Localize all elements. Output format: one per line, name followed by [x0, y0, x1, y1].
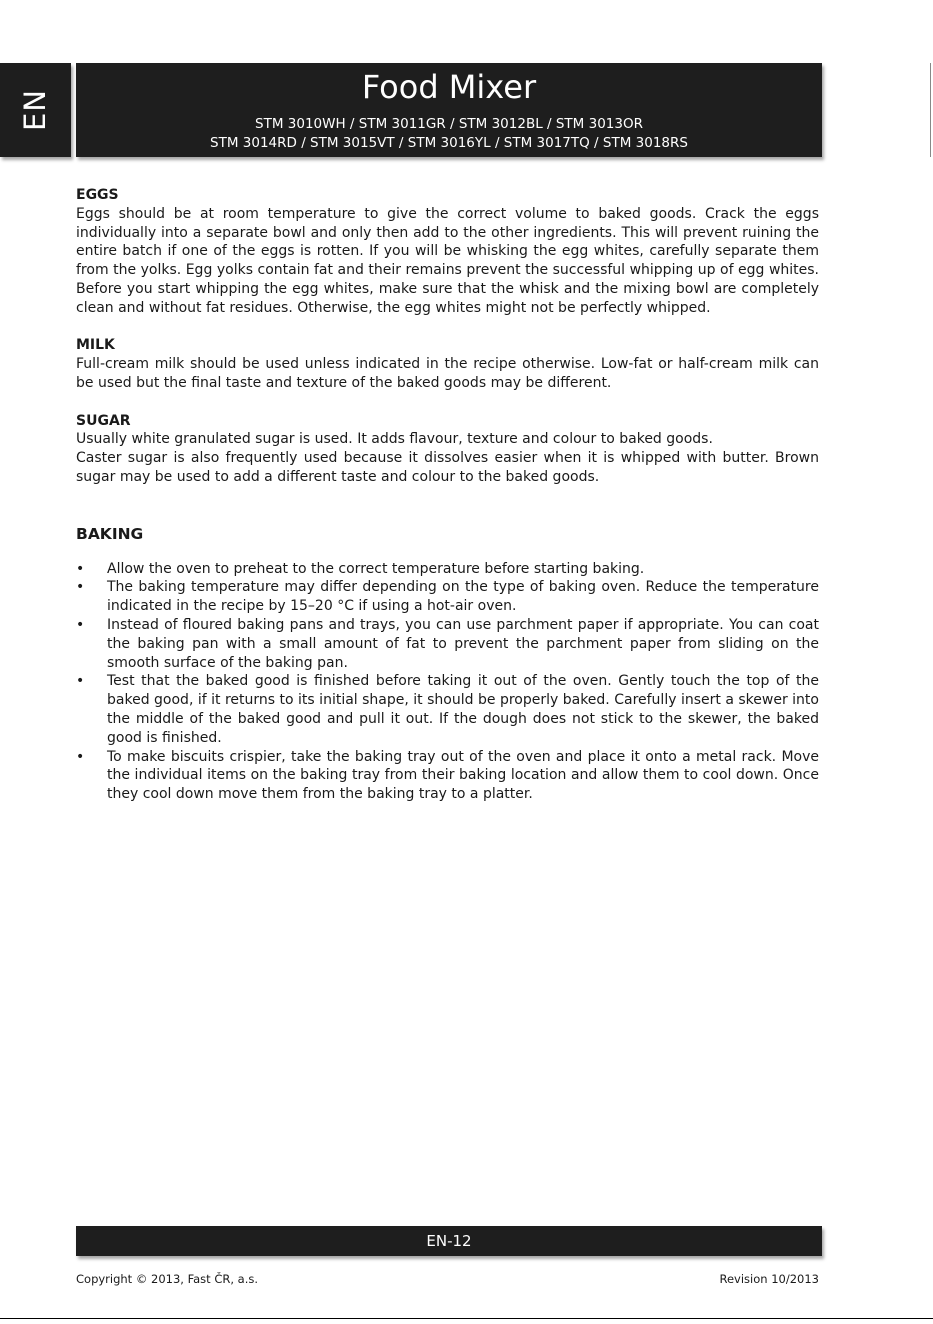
section-heading: EGGS	[76, 187, 119, 203]
model-numbers-line-1: STM 3010WH / STM 3011GR / STM 3012BL / STM 3013OR	[255, 116, 643, 132]
section-paragraph: Usually white granulated sugar is used. It adds flavour, texture and colour to baked goods.	[76, 431, 713, 448]
section-heading: MILK	[76, 337, 115, 354]
main-content	[76, 186, 819, 804]
page-header	[76, 63, 822, 157]
language-label: EN	[18, 88, 52, 132]
section-paragraph: Eggs should be at room temperature to give the correct volume to baked goods. Crack the eggs individually into a separate bowl and only then add to the other ingredients. This will prevent ruining the entire batch if one of the eggs is rotten. If you will be whisking the egg whites, carefully separate them from the yolks. Egg yolks contain fat and their remains prevent the successful whipping up of egg whites. Before you start whipping the egg whites, make sure that the whisk and the mixing bowl are completely clean and without fat residues. Otherwise, the egg whites might not be perfectly whipped.	[76, 205, 819, 316]
list-item: • The baking temperature may differ depending on the type of baking oven. Reduce the temperature indicated in the recipe by 15–20 °C if using a hot-air oven.	[76, 578, 819, 616]
list-item: • To make biscuits crispier, take the baking tray out of the oven and place it onto a metal rack. Move the individual items on the baking tray from their baking location and allow them to cool down. Once they cool down move them from the baking tray to a platter.	[76, 748, 819, 804]
list-item: • Test that the baked good is finished before taking it out of the oven. Gently touch the top of the baked good, if it returns to its initial shape, it should be properly baked. Carefully insert a skewer into the middle of the baked good and pull it out. If the dough does not stick to the skewer, the baked good is finished.	[76, 672, 819, 747]
section-milk	[76, 336, 819, 392]
page-edge-rule	[930, 63, 931, 157]
language-tab	[0, 63, 71, 157]
section-paragraph: Full-cream milk should be used unless indicated in the recipe otherwise. Low-fat or half-cream milk can be used but the final taste and texture of the baked goods may be different.	[76, 356, 819, 391]
model-numbers-line-2: STM 3014RD / STM 3015VT / STM 3016YL / STM 3017TQ / STM 3018RS	[210, 135, 688, 151]
section-sugar	[76, 412, 819, 487]
page-title: Food Mixer	[361, 68, 537, 106]
revision-text: Revision 10/2013	[719, 1272, 819, 1286]
section-paragraph: Caster sugar is also frequently used because it dissolves easier when it is whipped with butter. Brown sugar may be used to add a different taste and colour to the baked goods.	[76, 450, 819, 485]
model-numbers	[76, 115, 822, 153]
section-eggs	[76, 186, 819, 318]
baking-heading: BAKING	[76, 524, 144, 543]
baking-list	[76, 560, 819, 804]
list-item: • Instead of floured baking pans and trays, you can use parchment paper if appropriate. You can coat the baking pan with a small amount of fat to prevent the parchment paper from sliding on the smooth surface of the baking pan.	[76, 616, 819, 672]
page-number: EN-12	[426, 1232, 472, 1250]
page-number-bar	[76, 1226, 822, 1256]
list-item: • Allow the oven to preheat to the correct temperature before starting baking.	[76, 560, 819, 579]
section-heading: SUGAR	[76, 412, 131, 429]
copyright-text: Copyright © 2013, Fast ČR, a.s.	[76, 1272, 259, 1286]
bottom-rule	[0, 1318, 933, 1319]
